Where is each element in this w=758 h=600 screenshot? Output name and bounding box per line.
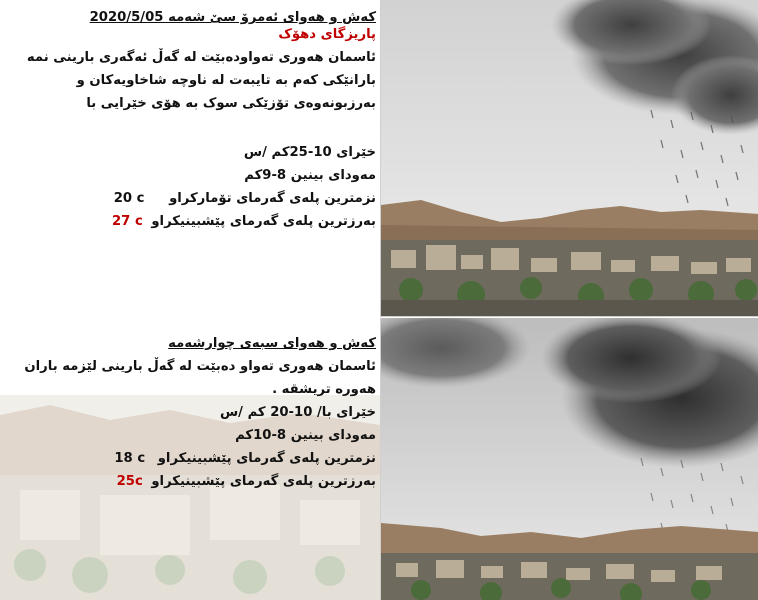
min-temp-value: 20 c xyxy=(113,191,145,206)
max-temp-value: 27 c xyxy=(112,214,143,229)
wed-min-temp-value: 18 c xyxy=(114,451,146,466)
min-temperature xyxy=(1,187,376,210)
description-line-3: بەرزبونەوەی تۆزێکی سوک بە هۆی خێرایی با xyxy=(86,96,376,111)
wed-description-line-1: ئاسمان هەوری تەواو دەبێت لە گەڵ بارینی لێزمە باران xyxy=(24,359,376,374)
forecast-wednesday-header: کەش و هەوای سبەی چوارشەمە xyxy=(168,336,376,351)
min-temp-label: نزمترین پلەی گەرمای تۆمارکراو xyxy=(169,191,376,206)
wed-max-temp-value: 25c xyxy=(116,474,143,489)
wed-max-temperature xyxy=(1,470,376,493)
max-temperature xyxy=(1,210,376,233)
wed-description-line-2: هەورە تریشقە . xyxy=(272,382,376,397)
wed-max-temp-label: بەرزترین پلەی گەرمای پێشبینیکراو xyxy=(151,474,376,489)
wed-wind-speed: خێرای با/ 10-20 کم /س xyxy=(219,405,376,420)
description-line-1: ئاسمان هەوری تەواودەبێت لە گەڵ ئەگەری بارینی نمە xyxy=(26,50,376,65)
max-temp-label: بەرزترین پلەی گەرمای پێشبینیکراو xyxy=(151,214,376,229)
wed-visibility: مەودای بینین 8-10کم xyxy=(235,428,376,443)
wed-min-temp-label: نزمترین پلەی گەرمای پێشبینیکراو xyxy=(157,451,376,466)
forecast-today-header: کەش و هەوای ئەمرۆ سێ شەمە 2020/5/05 xyxy=(89,10,376,25)
wind-speed: خێرای 10-25کم /س xyxy=(243,145,376,160)
wed-min-temperature xyxy=(1,447,376,470)
city-rain-photo-top xyxy=(380,0,758,317)
forecast-today-block xyxy=(1,6,376,233)
description-line-2: بارانێکی کەم بە تایبەت لە ناوچە شاخاویەکان و xyxy=(76,73,376,88)
region-name: پاریزگای دهۆک xyxy=(278,27,376,42)
city-rain-photo-bottom xyxy=(380,318,758,600)
visibility: مەودای بینین 8-9کم xyxy=(244,168,376,183)
forecast-wednesday-block xyxy=(1,332,376,493)
